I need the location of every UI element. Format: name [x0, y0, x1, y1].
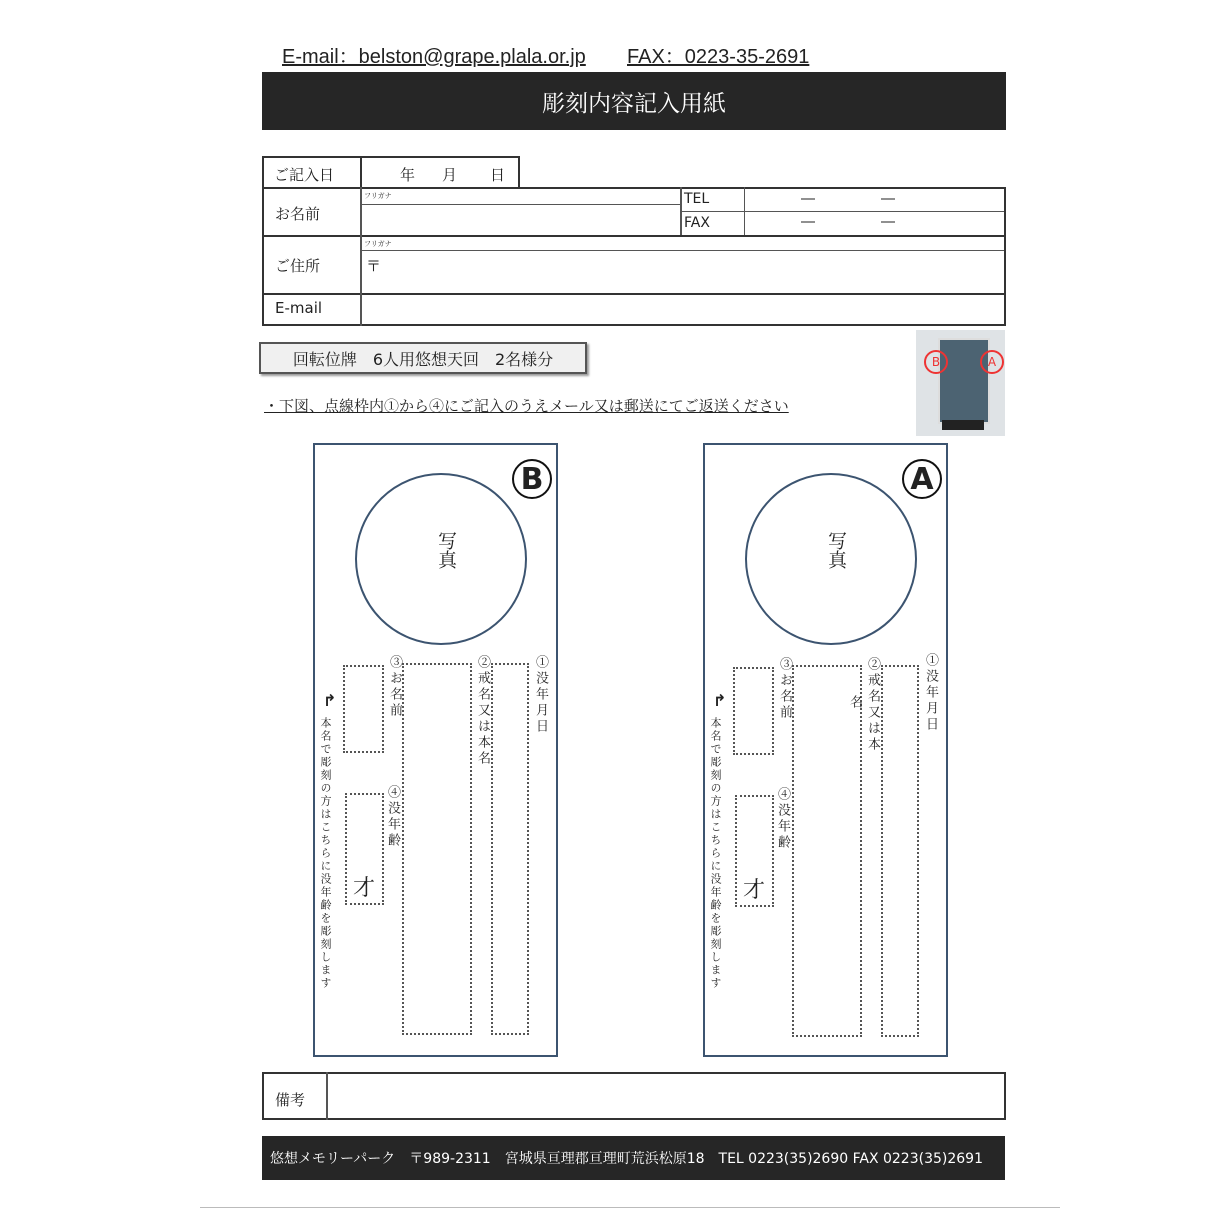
remarks-label: 備考 — [275, 1091, 306, 1109]
month-label: 月 — [442, 166, 458, 184]
field2-label: ②戒名又は本名 — [475, 655, 490, 767]
age-unit: 才 — [353, 876, 376, 901]
page-title: 彫刻内容記入用紙 — [262, 72, 1006, 130]
fax-input[interactable] — [746, 212, 1004, 234]
fax-dash-2: ― — [881, 214, 895, 230]
field3-label: ③お名前 — [387, 655, 402, 719]
field1-label: ①没年月日 — [923, 653, 938, 733]
tel-input[interactable] — [746, 189, 1004, 211]
posthumous-name-box[interactable] — [792, 665, 862, 1037]
instruction-text: ・下図、点線枠内①から④にご記入のうえメール又は郵送にてご返送ください — [264, 397, 789, 415]
field4-label: ④没年齢 — [775, 787, 790, 851]
remarks-input[interactable] — [330, 1075, 1002, 1117]
field1-label: ①没年月日 — [533, 655, 548, 735]
photo-label: 写真 — [825, 531, 847, 569]
date-label: ご記入日 — [262, 156, 362, 189]
photo-marker-b: B — [924, 350, 948, 374]
tel-label: TEL — [684, 191, 710, 207]
email-input[interactable] — [364, 296, 1000, 323]
name-box[interactable] — [733, 667, 774, 755]
fax-label: FAX — [684, 215, 710, 231]
fax-dash-1: ― — [801, 214, 815, 230]
footer-company-info: 悠想メモリーパーク 〒989-2311 宮城県亘理郡亘理町荒浜松原18 TEL 0223(35)2690 FAX 0223(35)2691 — [262, 1136, 1005, 1180]
postal-mark: 〒 — [366, 257, 382, 275]
header-email: E-mail：belston@grape.plala.or.jp — [282, 46, 586, 68]
panel-letter-b: B — [512, 459, 552, 499]
panel-letter-a: A — [902, 459, 942, 499]
photo-label: 写真 — [435, 531, 457, 569]
side-note: 本名で彫刻の方はこちらに没年齢を彫刻します — [709, 717, 722, 990]
age-box[interactable] — [345, 793, 384, 905]
field2-label: ②戒名又は本 — [865, 657, 880, 753]
address-label: ご住所 — [275, 257, 321, 275]
death-date-box[interactable] — [881, 665, 919, 1037]
posthumous-name-box[interactable] — [402, 663, 472, 1035]
day-label: 日 — [490, 166, 506, 184]
field2-label-tail: 名 — [847, 695, 862, 711]
age-box[interactable] — [735, 795, 774, 907]
name-furigana: フリガナ — [364, 192, 392, 200]
arrow-icon: ↱ — [713, 691, 727, 710]
arrow-icon: ↱ — [323, 691, 337, 710]
tel-dash-1: ― — [801, 191, 815, 207]
panel-a — [703, 443, 948, 1057]
name-input[interactable] — [364, 206, 678, 234]
address-input[interactable] — [364, 253, 1000, 291]
year-label: 年 — [400, 166, 416, 184]
product-photo — [916, 330, 1005, 436]
name-box[interactable] — [343, 665, 384, 753]
email-label: E-mail — [275, 299, 323, 317]
photo-area[interactable] — [745, 473, 917, 645]
side-note: 本名で彫刻の方はこちらに没年齢を彫刻します — [319, 717, 332, 990]
name-label: お名前 — [275, 205, 321, 223]
date-field[interactable] — [360, 156, 520, 189]
photo-marker-a: A — [980, 350, 1004, 374]
tel-dash-2: ― — [881, 191, 895, 207]
header-fax: FAX：0223-35-2691 — [627, 46, 810, 68]
death-date-box[interactable] — [491, 663, 529, 1035]
address-furigana: フリガナ — [364, 240, 392, 248]
panel-b — [313, 443, 558, 1057]
photo-area[interactable] — [355, 473, 527, 645]
plan-label: 回転位牌 6人用悠想天回 2名様分 — [259, 342, 587, 374]
field3-label: ③お名前 — [777, 657, 792, 721]
age-unit: 才 — [743, 878, 766, 903]
field4-label: ④没年齢 — [385, 785, 400, 849]
